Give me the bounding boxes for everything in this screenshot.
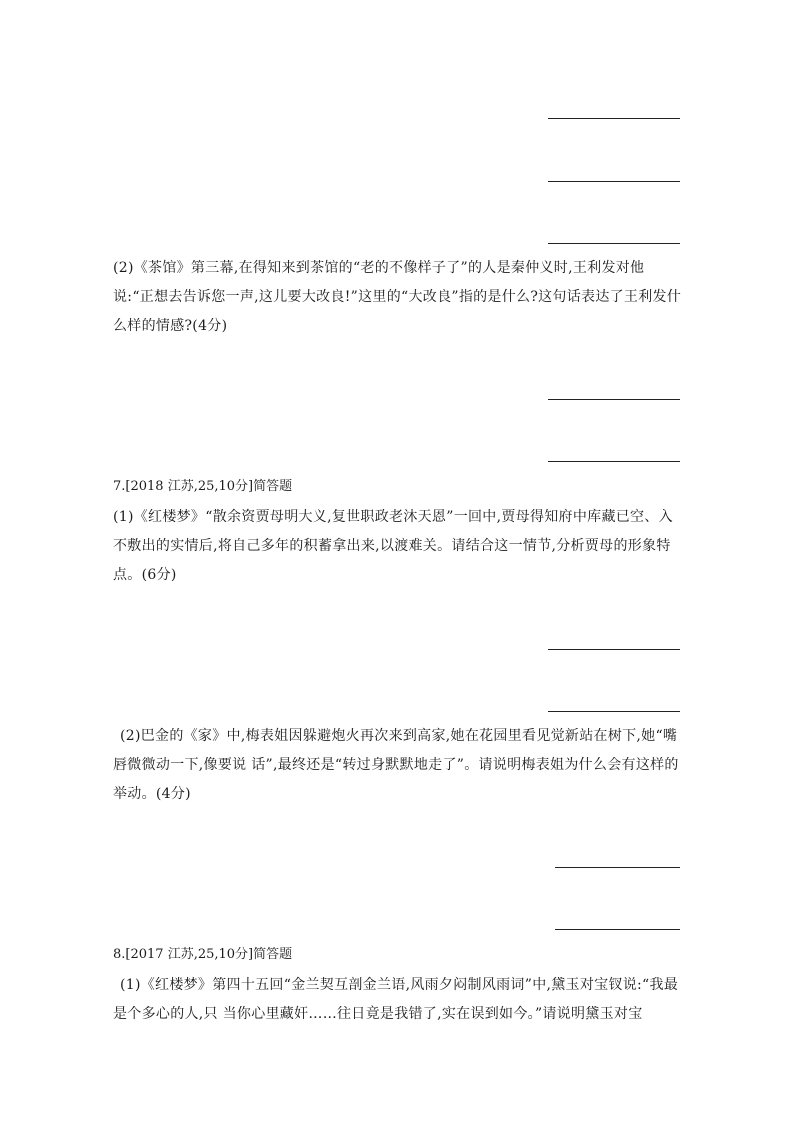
answer-line bbox=[555, 929, 680, 930]
answer-line bbox=[548, 461, 680, 462]
answer-line bbox=[548, 711, 680, 712]
question-8-part-1: (1)《红楼梦》第四十五回“金兰契互剖金兰语,风雨夕闷制风雨词”中,黛玉对宝钗说:“我最是个多心的人,只 当你心里藏奸……往日竟是我错了,实在误到如今。”请说明黛玉对宝 bbox=[113, 977, 679, 1022]
question-7-part-1: (1)《红楼梦》“散余资贾母明大义,复世职政老沐天恩”一回中,贾母得知府中库藏已空、入不敷出的实情后,将自己多年的积蓄拿出来,以渡难关。请结合这一情节,分析贾母的形象特点。(6分) bbox=[113, 509, 673, 583]
answer-line bbox=[548, 181, 680, 182]
answer-line bbox=[548, 649, 680, 650]
question-7-part-2: (2)巴金的《家》中,梅表姐因躲避炮火再次来到高家,她在花园里看见觉新站在树下,她“嘴唇微微动一下,像要说 话”,最终还是“转过身默默地走了”。请说明梅表姐为什么会有这样的举动。(4分) bbox=[113, 728, 679, 802]
answer-line bbox=[548, 243, 680, 244]
question-7-heading: 7.[2018 江苏,25,10分]简答题 bbox=[113, 479, 293, 494]
answer-line bbox=[548, 399, 680, 400]
question-8-heading: 8.[2017 江苏,25,10分]简答题 bbox=[113, 947, 293, 962]
answer-line bbox=[555, 867, 680, 868]
question-6-part-2: (2)《茶馆》第三幕,在得知来到茶馆的“老的不像样子了”的人是秦仲义时,王利发对他说:“正想去告诉您一声,这儿要大改良!”这里的“大改良”指的是什么?这句话表达了王利发什么样的情感?(4分) bbox=[113, 260, 682, 334]
answer-line bbox=[548, 118, 680, 119]
